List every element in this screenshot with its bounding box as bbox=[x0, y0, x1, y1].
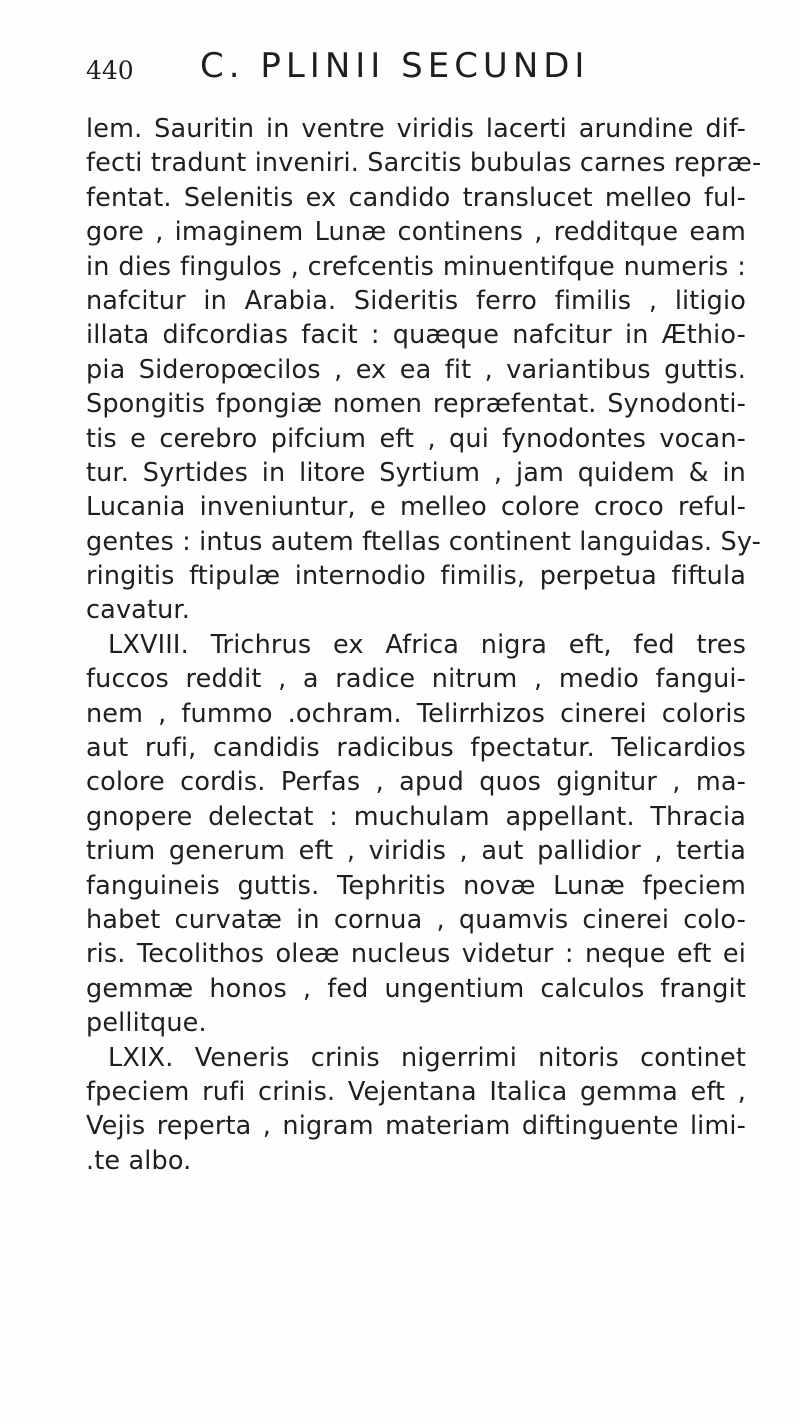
text-body bbox=[86, 112, 762, 1178]
page-number: 440 bbox=[86, 56, 134, 85]
text-line: illata difcordias facit : quæque nafcitur in Æthio- bbox=[86, 320, 746, 351]
text-line: ringitis ftipulæ internodio fimilis, perpetua fiftula bbox=[86, 561, 746, 592]
text-line: gnopere delectat : muchulam appellant. Thracia bbox=[86, 801, 746, 832]
text-line: gore , imaginem Lunæ continens , redditque eam bbox=[86, 217, 746, 248]
text-line: Vejis reperta , nigram materiam diftinguente limi- bbox=[86, 1111, 746, 1142]
text-line: gentes : intus autem ftellas continent languidas. Sy- bbox=[86, 526, 762, 557]
text-line: gemmæ honos , fed ungentium calculos frangit bbox=[86, 973, 746, 1004]
text-line: aut rufi, candidis radicibus fpectatur. Telicardios bbox=[86, 733, 746, 764]
text-line: in dies fingulos , crefcentis minuentifque numeris : bbox=[86, 251, 746, 282]
text-line: fanguineis guttis. Tephritis novæ Lunæ fpeciem bbox=[86, 870, 746, 901]
text-line: nem , fummo .ochram. Telirrhizos cinerei coloris bbox=[86, 698, 746, 729]
text-line: trium generum eft , viridis , aut pallidior , tertia bbox=[86, 836, 746, 867]
text-line: Lucania inveniuntur, e melleo colore croco reful- bbox=[86, 492, 746, 523]
text-line: pellitque. bbox=[86, 1008, 207, 1039]
text-line: Spongitis fpongiæ nomen repræfentat. Synodonti- bbox=[86, 389, 746, 420]
text-line: habet curvatæ in cornua , quamvis cinerei colo- bbox=[86, 904, 746, 935]
text-line: lem. Sauritin in ventre viridis lacerti arundine dif- bbox=[86, 114, 746, 144]
text-line: colore cordis. Perfas , apud quos gignitur , ma- bbox=[86, 767, 746, 798]
text-line: fentat. Selenitis ex candido translucet melleo ful- bbox=[86, 182, 746, 213]
running-head bbox=[86, 46, 746, 96]
text-line: fuccos reddit , a radice nitrum , medio fangui- bbox=[86, 664, 746, 695]
text-line: nafcitur in Arabia. Sideritis ferro fimilis , litigio bbox=[86, 285, 746, 316]
text-line: tis e cerebro pifcium eft , qui fynodontes vocan- bbox=[86, 423, 746, 454]
text-line: fpeciem rufi crinis. Vejentana Italica gemma eft , bbox=[86, 1076, 746, 1107]
text-line: LXIX. Veneris crinis nigerrimi nitoris continet bbox=[108, 1042, 746, 1073]
text-line: cavatur. bbox=[86, 595, 190, 626]
text-line: .te albo. bbox=[86, 1145, 192, 1176]
text-line: tur. Syrtides in litore Syrtium , jam quidem & in bbox=[86, 457, 746, 488]
text-line: ris. Tecolithos oleæ nucleus videtur : neque eft ei bbox=[86, 939, 746, 970]
running-title: C. PLINII SECUNDI bbox=[200, 46, 590, 86]
text-line: fecti tradunt inveniri. Sarcitis bubulas carnes repræ- bbox=[86, 148, 762, 179]
text-line: LXVIII. Trichrus ex Africa nigra eft, fed tres bbox=[108, 629, 746, 660]
text-line: pia Sideropœcilos , ex ea fit , variantibus guttis. bbox=[86, 354, 746, 385]
